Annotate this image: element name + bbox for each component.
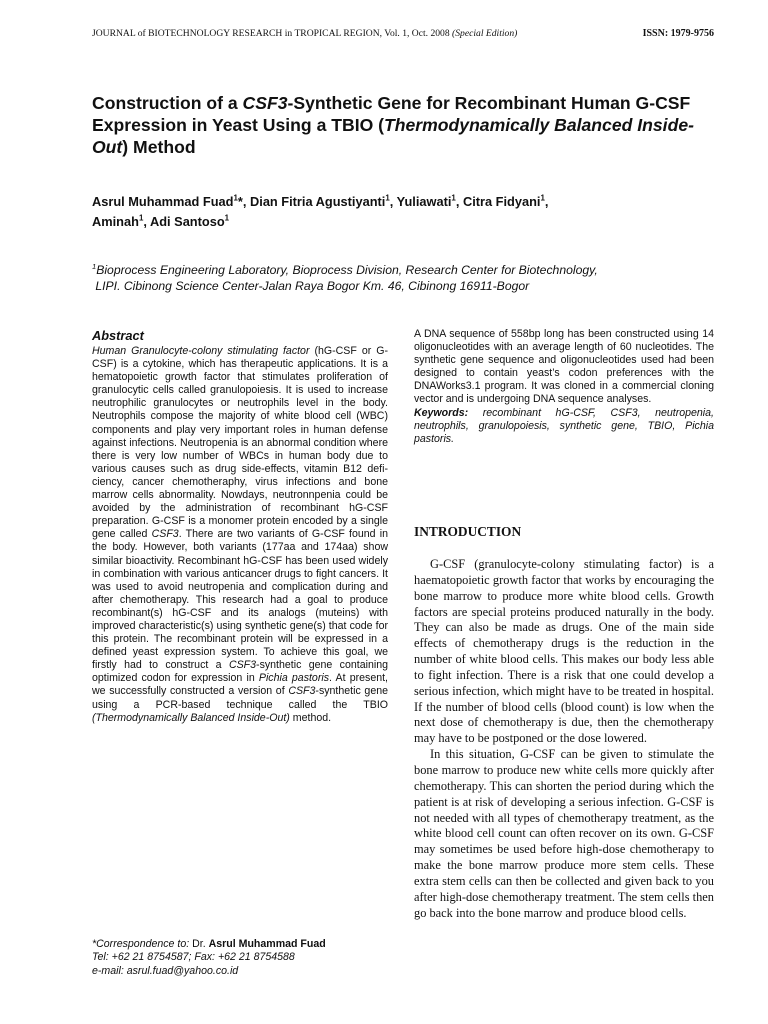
author: Yuliawati$^1$ xyxy=(396,193,456,209)
author: Adi Santoso$^1$ xyxy=(149,213,230,229)
journal-edition: (Special Edition) xyxy=(452,28,518,39)
journal-name: JOURNAL of BIOTECHNOLOGY RESEARCH in TROPICAL REGION, Vol. 1, Oct. 2008 xyxy=(92,28,453,39)
title-part: -Synthetic Gene for Recombinant Human G-CSF Expression in Yeast Using a TBIO ( xyxy=(92,93,691,135)
title-part: ) Method xyxy=(122,137,196,157)
author: Dian Fitria Agustiyanti$^1$ xyxy=(250,193,390,209)
issn: ISSN: 1979-9756 xyxy=(642,28,714,39)
abstract-heading: Abstract xyxy=(92,328,144,343)
title-part: Construction of a xyxy=(92,93,243,113)
author: Asrul Muhammad Fuad$^1$* xyxy=(92,193,243,209)
title-gene: CSF3 xyxy=(242,93,288,113)
title-method: Thermodynamically Balanced Inside-Out xyxy=(92,115,694,157)
paper-title xyxy=(92,92,712,158)
keywords: Keywords: recombinant hG-CSF, CSF3, neutropenia, neutrophils, granulopoiesis, synthetic gene, TBIO, Pichia pastoris. xyxy=(414,406,714,445)
author-list: Asrul Muhammad Fuad$^1$*, Dian Fitria Agustiyanti$^1$, Yuliawati$^1$, Citra Fidyani$^1$, Aminah$^1$, Adi Santoso$^1$ xyxy=(92,193,549,229)
correspondence-phone: Tel: +62 21 8754587; Fax: +62 21 8754588 xyxy=(92,951,295,964)
running-header xyxy=(92,28,714,39)
introduction-heading: INTRODUCTION xyxy=(414,524,522,539)
author: Citra Fidyani$^1$ xyxy=(462,193,545,209)
correspondence xyxy=(92,938,392,978)
correspondence-email: e-mail: asrul.fuad@yahoo.co.id xyxy=(92,964,239,977)
abstract-column xyxy=(92,328,388,725)
author: Aminah$^1$ xyxy=(92,213,144,229)
abstract-text: Human Granulocyte-colony stimulating factor (hG-CSF or G-CSF) is a cytokine, which has therapeutic applications. It is a hematopoietic growth factor that stimulates proliferation of granulocytic cells called granulopoiesis. It is used to increase neutrophilic granulocytes or neutrophils level in the body. Neutrophils compose the majority of white blood cell (WBC) components and play very important roles in human defense against infections. Neutropenia is an abnormal condition where there is very low number of WBCs in human body due to various causes such as drug side-effects, vitamin B12 defi-ciency, cancer chemotheraphy, virus infections and bone marrow cells abnormality. Nowdays, neutronnpenia could be avoided by the administration of recombinant hG-CSF preparation. G-CSF is a monomer protein encoded by a single gene called CSF3. There are two variants of G-CSF found in the body. However, both variants (177aa and 174aa) show similar bioactivity. Recombinant hG-CSF has been used widely in combination with various anticancer drugs to fight cancers. It was used to avoid neutropenia and complication during and after chemotherapy. This research had a goal to produce recombinant(s) hG-CSF and its analogs (muteins) with improved characteristic(s) using synthetic gene(s) that code for this protein. The recombinant protein will be expressed in a defined yeast expression system. To achieve this goal, we firstly had to construct a CSF3-synthetic gene containing optimized codon for expression in Pichia pastoris. At present, we successfully constructed a version of CSF3-synthetic gene using a PCR-based technique called the TBIO (Thermodynamically Balanced Inside-Out) method. xyxy=(92,345,388,724)
intro-paragraph: G-CSF (granulocyte-colony stimulating factor) is a haematopoietic growth factor that works by encouraging the bone marrow to produce more white blood cells. Growth factors are special proteins produced naturally in the body. They can also be made as drugs. One of the main side effects of chemotherapy drugs is the reduction in the number of white blood cells. This makes our body less able to fight infection. There is a risk that one could develop a serious infection, which might have to be treated in hospital. If the number of blood cells (blood count) is low when the next dose of chemotherapy is due, then the chemotherapy may have to be postponed or the dose lowered. xyxy=(414,557,714,746)
introduction-body xyxy=(414,557,714,921)
correspondence-name: *Correspondence to: Dr. Asrul Muhammad Fuad xyxy=(92,938,326,950)
intro-paragraph: In this situation, G-CSF can be given to stimulate the bone marrow to produce new white cells more quickly after chemotherapy. This can shorten the period during which the patient is at risk of developing a serious infection. G-CSF is not needed with all types of chemotherapy treatment, as the white blood cell count can often recover on its own. G-CSF may sometimes be used before high-dose chemotherapy to make the bone marrow produce more stem cells. These extra stem cells can then be collected and given back to you after high-dose chemotherapy treatment. The stem cells then go back into the bone marrow and produce blood cells. xyxy=(414,747,714,920)
affiliation: $^1$Bioprocess Engineering Laboratory, Bioprocess Division, Research Center for Biotechnology, LIPI. Cibinong Science Center-Jalan Raya Bogor Km. 46, Cibinong 16911-Bogor xyxy=(92,261,598,293)
abstract-continued-column xyxy=(414,328,714,446)
abstract-continued: A DNA sequence of 558bp long has been constructed using 14 oligonucleotides with an average length of 60 nucleotides. The synthetic gene sequence and oligonucleotides used had been designed to contain yeast’s codon preferences with the DNAWorks3.1 program. It was cloned in a commercial cloning vector and is undergoing DNA sequence analyses. xyxy=(414,328,714,406)
